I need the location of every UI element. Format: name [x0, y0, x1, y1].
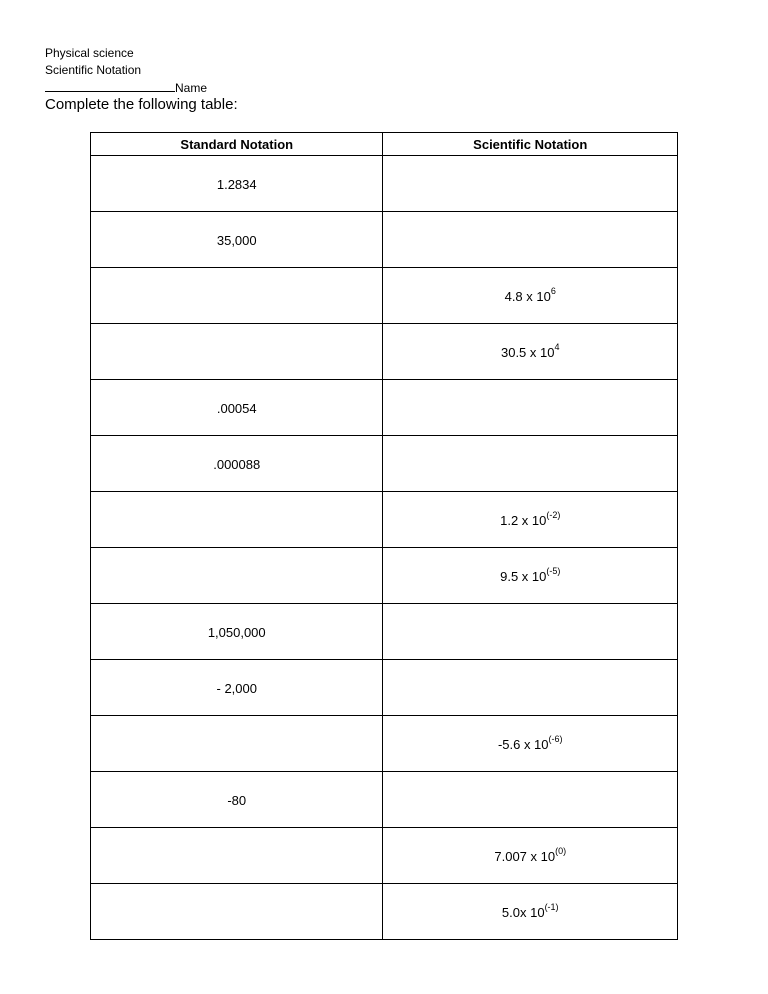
table-header-row — [91, 133, 678, 156]
scientific-notation-cell[interactable] — [383, 212, 678, 268]
standard-notation-cell[interactable] — [91, 492, 383, 548]
notation-table — [90, 132, 678, 940]
scientific-notation-cell[interactable] — [383, 492, 678, 548]
scientific-base: 4.8 x 10 — [504, 289, 551, 304]
scientific-notation-value — [500, 509, 561, 528]
topic-label: Scientific Notation — [45, 63, 142, 77]
table-row — [91, 436, 678, 492]
scientific-base: 30.5 x 10 — [500, 345, 555, 360]
scientific-notation-value — [500, 341, 560, 360]
table-row — [91, 604, 678, 660]
scientific-notation-cell[interactable] — [383, 828, 678, 884]
name-line — [45, 79, 207, 96]
scientific-notation-cell[interactable] — [383, 156, 678, 212]
table-row — [91, 548, 678, 604]
header-scientific-notation: Scientific Notation — [383, 133, 678, 156]
course-label: Physical science — [45, 46, 134, 60]
scientific-notation-cell[interactable] — [383, 604, 678, 660]
scientific-notation-cell[interactable] — [383, 772, 678, 828]
table-row — [91, 716, 678, 772]
scientific-notation-cell[interactable] — [383, 268, 678, 324]
scientific-notation-value — [501, 901, 559, 920]
standard-notation-value: .00054 — [216, 401, 257, 416]
standard-notation-value: -80 — [227, 793, 247, 808]
standard-notation-cell[interactable] — [91, 716, 383, 772]
standard-notation-value: 1,050,000 — [207, 625, 266, 640]
scientific-notation-cell[interactable] — [383, 436, 678, 492]
name-blank-field[interactable] — [45, 79, 175, 92]
table-row — [91, 212, 678, 268]
scientific-exponent: (-5) — [546, 565, 561, 576]
standard-notation-cell[interactable] — [91, 212, 383, 268]
standard-notation-cell[interactable] — [91, 884, 383, 940]
standard-notation-cell[interactable] — [91, 156, 383, 212]
standard-notation-value: 35,000 — [216, 233, 257, 248]
standard-notation-cell[interactable] — [91, 380, 383, 436]
standard-notation-cell[interactable] — [91, 828, 383, 884]
scientific-base: -5.6 x 10 — [497, 737, 549, 752]
standard-notation-cell[interactable] — [91, 772, 383, 828]
scientific-notation-value — [504, 285, 556, 304]
standard-notation-cell[interactable] — [91, 604, 383, 660]
scientific-exponent: (-2) — [546, 509, 561, 520]
scientific-notation-cell[interactable] — [383, 324, 678, 380]
scientific-exponent: 6 — [550, 285, 556, 296]
standard-notation-cell[interactable] — [91, 660, 383, 716]
scientific-notation-cell[interactable] — [383, 716, 678, 772]
instruction-text: Complete the following table: — [45, 96, 238, 113]
table-row — [91, 772, 678, 828]
table-body — [91, 156, 678, 940]
scientific-base: 1.2 x 10 — [500, 513, 547, 528]
table-row — [91, 380, 678, 436]
table-row — [91, 884, 678, 940]
standard-notation-cell[interactable] — [91, 548, 383, 604]
table-row — [91, 324, 678, 380]
header-standard-notation: Standard Notation — [91, 133, 383, 156]
scientific-notation-cell[interactable] — [383, 380, 678, 436]
scientific-base: 9.5 x 10 — [500, 569, 547, 584]
table-row — [91, 828, 678, 884]
scientific-exponent: 4 — [554, 341, 560, 352]
standard-notation-cell[interactable] — [91, 324, 383, 380]
table-row — [91, 660, 678, 716]
scientific-notation-cell[interactable] — [383, 548, 678, 604]
name-label: Name — [175, 81, 208, 95]
scientific-exponent: (-1) — [544, 901, 559, 912]
standard-notation-value: .000088 — [213, 457, 261, 472]
scientific-notation-cell[interactable] — [383, 660, 678, 716]
scientific-notation-value — [497, 733, 563, 752]
scientific-base: 7.007 x 10 — [494, 849, 556, 864]
scientific-notation-value — [494, 845, 567, 864]
table-row — [91, 492, 678, 548]
scientific-exponent: (-6) — [548, 733, 563, 744]
scientific-base: 5.0x 10 — [501, 905, 545, 920]
scientific-notation-value — [500, 565, 561, 584]
table-row — [91, 268, 678, 324]
standard-notation-cell[interactable] — [91, 268, 383, 324]
standard-notation-value: 1.2834 — [216, 177, 257, 192]
standard-notation-cell[interactable] — [91, 436, 383, 492]
scientific-exponent: (0) — [555, 845, 567, 856]
standard-notation-value: - 2,000 — [216, 681, 257, 696]
table-row — [91, 156, 678, 212]
scientific-notation-cell[interactable] — [383, 884, 678, 940]
